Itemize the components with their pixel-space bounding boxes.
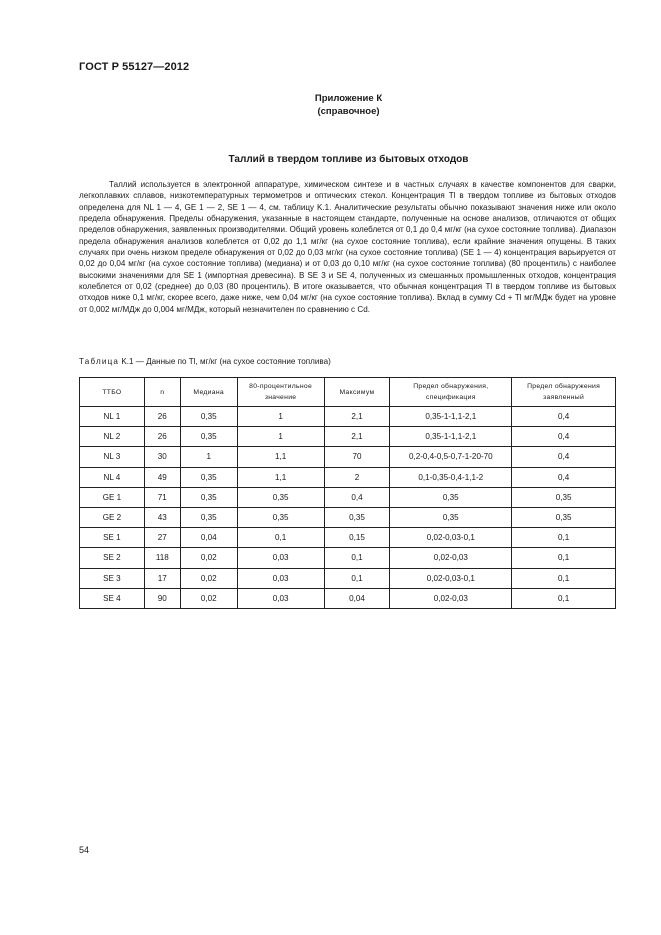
cell-max: 2,1 <box>324 407 390 427</box>
table-row <box>80 407 616 427</box>
cell-detection-declared: 0,1 <box>512 568 616 588</box>
cell-median: 0,35 <box>180 427 237 447</box>
cell-median: 0,02 <box>180 548 237 568</box>
cell-percentile: 1,1 <box>237 467 324 487</box>
cell-percentile: 0,03 <box>237 588 324 608</box>
cell-ttbo: SE 4 <box>80 588 145 608</box>
cell-max: 0,4 <box>324 487 390 507</box>
header-max: Максимум <box>324 378 390 407</box>
cell-median: 0,02 <box>180 568 237 588</box>
cell-detection-spec: 0,02-0,03 <box>390 588 512 608</box>
cell-percentile: 0,03 <box>237 548 324 568</box>
cell-detection-declared: 0,35 <box>512 507 616 527</box>
table-caption-label: Таблица <box>79 357 120 366</box>
cell-ttbo: GE 2 <box>80 507 145 527</box>
cell-detection-declared: 0,1 <box>512 588 616 608</box>
annex-heading <box>0 92 661 118</box>
cell-ttbo: SE 3 <box>80 568 145 588</box>
cell-n: 17 <box>144 568 180 588</box>
cell-percentile: 0,03 <box>237 568 324 588</box>
table-row <box>80 447 616 467</box>
cell-percentile: 1,1 <box>237 447 324 467</box>
cell-percentile: 1 <box>237 427 324 447</box>
table-caption-text: K.1 — Данные по Tl, мг/кг (на сухое состояние топлива) <box>121 357 331 366</box>
cell-n: 27 <box>144 528 180 548</box>
cell-detection-declared: 0,4 <box>512 467 616 487</box>
cell-n: 118 <box>144 548 180 568</box>
cell-n: 26 <box>144 407 180 427</box>
header-median: Медиана <box>180 378 237 407</box>
cell-detection-declared: 0,4 <box>512 407 616 427</box>
annex-title: Приложение К <box>314 93 383 104</box>
cell-n: 26 <box>144 427 180 447</box>
cell-detection-spec: 0,35 <box>390 507 512 527</box>
data-table <box>79 377 616 609</box>
cell-percentile: 0,35 <box>237 507 324 527</box>
section-title-wrap <box>0 154 661 165</box>
cell-median: 0,35 <box>180 467 237 487</box>
table-row <box>80 427 616 447</box>
cell-n: 30 <box>144 447 180 467</box>
cell-median: 0,35 <box>180 507 237 527</box>
cell-max: 0,04 <box>324 588 390 608</box>
section-title: Таллий в твердом топливе из бытовых отходов <box>228 154 469 165</box>
cell-detection-declared: 0,1 <box>512 548 616 568</box>
table-row <box>80 507 616 527</box>
cell-percentile: 0,35 <box>237 487 324 507</box>
cell-detection-spec: 0,1-0,35-0,4-1,1-2 <box>390 467 512 487</box>
cell-detection-spec: 0,2-0,4-0,5-0,7-1-20-70 <box>390 447 512 467</box>
page-number: 54 <box>79 845 90 855</box>
table-row <box>80 467 616 487</box>
cell-max: 0,1 <box>324 568 390 588</box>
cell-detection-declared: 0,1 <box>512 528 616 548</box>
header-detection-declared: Предел обнаружения заявленный <box>512 378 616 407</box>
cell-ttbo: NL 4 <box>80 467 145 487</box>
cell-max: 0,15 <box>324 528 390 548</box>
cell-ttbo: SE 1 <box>80 528 145 548</box>
table-header-row <box>80 378 616 407</box>
cell-ttbo: SE 2 <box>80 548 145 568</box>
cell-detection-declared: 0,4 <box>512 427 616 447</box>
header-n: n <box>144 378 180 407</box>
cell-ttbo: NL 3 <box>80 447 145 467</box>
cell-n: 71 <box>144 487 180 507</box>
cell-max: 2,1 <box>324 427 390 447</box>
table-row <box>80 548 616 568</box>
header-detection-spec: Предел обнаружения, спецификация <box>390 378 512 407</box>
cell-max: 0,35 <box>324 507 390 527</box>
table-caption <box>79 357 331 366</box>
cell-detection-declared: 0,4 <box>512 447 616 467</box>
cell-n: 43 <box>144 507 180 527</box>
header-percentile: 80-процентильное значение <box>237 378 324 407</box>
table-row <box>80 568 616 588</box>
cell-max: 2 <box>324 467 390 487</box>
cell-median: 0,35 <box>180 487 237 507</box>
cell-median: 0,04 <box>180 528 237 548</box>
cell-max: 70 <box>324 447 390 467</box>
cell-median: 1 <box>180 447 237 467</box>
cell-detection-spec: 0,02-0,03 <box>390 548 512 568</box>
cell-n: 90 <box>144 588 180 608</box>
standard-header: ГОСТ Р 55127—2012 <box>79 61 190 73</box>
cell-detection-spec: 0,35 <box>390 487 512 507</box>
body-paragraph: Таллий используется в электронной аппаратуре, химическом синтезе и в частных случаях в качестве компонентов для сварки, легкоплавких сплавов, низкотемпературных термометров и оптических стекол. Концентрация Tl в твердом топливе из бытовых отходов определена для NL 1 — 4, GE 1 — 2, SE 1 — 4, см. таблицу K.1. Аналитические результаты обычно показывают значения ниже или около предела обнаружения. Пределы обнаружения, указанные в настоящем стандарте, полученные на основе анализов, отличаются от общих пределов обнаружения, заявленных производителями. Общий уровень колеблется от 0,1 до 0,4 мг/кг (на сухое состояние топлива). Диапазон предела обнаружения анализов колеблется от 0,02 до 1,1 мг/кг (на сухое состояние топлива), если крайние значения опущены. В таких случаях при очень низком пределе обнаружения от 0,02 до 0,03 мг/кг (на сухое состояние топлива) (SE 1 — 4) концентрация варьируется от 0,02 до 0,04 мг/кг (на сухое состояние топлива) (медиана) и от 0,03 до 0,10 мг/кг (на сухое состояние топлива) (80 процентиль) с наиболее высокими значениями для SE 1 (импортная древесина). В SE 3 и SE 4, полученных из смешанных промышленных отходов, концентрация колеблется от 0,02 (среднее) до 0,03 (80 процентиль). В итоге оказывается, что обычная концентрация Tl в твердом топливе из бытовых отходов ниже 0,1 мг/кг, скорее всего, даже ниже, чем 0,04 мг/кг (на сухое состояние топлива). Вклад в сумму Cd + Tl мг/МДж будет на уровне от 0,002 мг/МДж до 0,004 мг/МДж, который незначителен по сравнению с Cd. <box>79 180 616 314</box>
cell-detection-spec: 0,35-1-1,1-2,1 <box>390 407 512 427</box>
annex-type: (справочное) <box>317 106 380 117</box>
cell-ttbo: NL 2 <box>80 427 145 447</box>
cell-detection-spec: 0,02-0,03-0,1 <box>390 568 512 588</box>
cell-percentile: 0,1 <box>237 528 324 548</box>
cell-max: 0,1 <box>324 548 390 568</box>
table-row <box>80 528 616 548</box>
cell-percentile: 1 <box>237 407 324 427</box>
cell-n: 49 <box>144 467 180 487</box>
header-ttbo: ТТБО <box>80 378 145 407</box>
cell-detection-declared: 0,35 <box>512 487 616 507</box>
table-row <box>80 588 616 608</box>
cell-median: 0,02 <box>180 588 237 608</box>
table-row <box>80 487 616 507</box>
cell-ttbo: GE 1 <box>80 487 145 507</box>
cell-detection-spec: 0,02-0,03-0,1 <box>390 528 512 548</box>
cell-ttbo: NL 1 <box>80 407 145 427</box>
cell-median: 0,35 <box>180 407 237 427</box>
cell-detection-spec: 0,35-1-1,1-2,1 <box>390 427 512 447</box>
